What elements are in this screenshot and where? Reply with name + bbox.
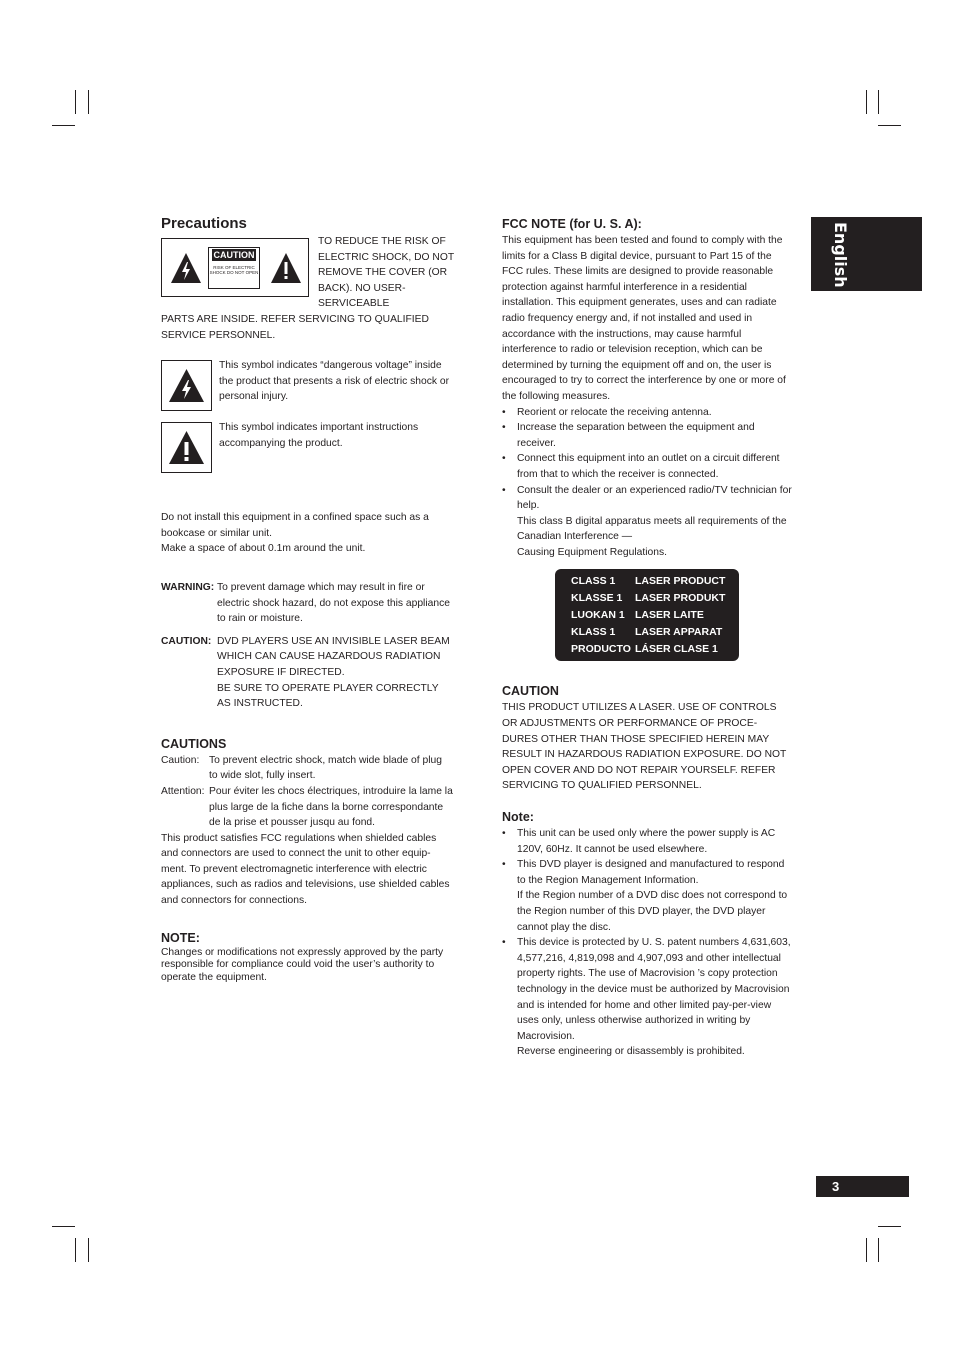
exclamation-triangle-icon bbox=[162, 423, 211, 472]
plug-caution-block bbox=[161, 753, 453, 784]
plug-attention-block bbox=[161, 784, 453, 831]
precautions-header bbox=[161, 214, 453, 310]
laser-caution-body: THIS PRODUCT UTILIZES A LASER. USE OF CONTROLS OR ADJUSTMENTS OR PERFORMANCE OF PROCE- DURES OTHER THAN THOSE SPECIFIED HEREIN MAY RESULT IN HAZARDOUS RADIATION EXPOSURE. DO NOT OPEN COVER AND DO NOT REPAIR YOURSELF. REFER SERVICING TO QUALIFIED PERSONNEL. bbox=[502, 702, 787, 792]
shock-warning-continued: PARTS ARE INSIDE. REFER SERVICING TO QUALIFIED SERVICE PERSONNEL. bbox=[161, 314, 429, 341]
lightning-triangle-icon bbox=[169, 251, 203, 285]
laser-row: PRODUCTO LÁSER CLASE 1 bbox=[571, 643, 718, 656]
symbol-instructions bbox=[161, 422, 453, 484]
lightning-triangle-icon bbox=[162, 361, 211, 410]
laser-row: CLASS 1 LASER PRODUCT bbox=[571, 575, 726, 588]
laser-caution-block bbox=[161, 634, 453, 712]
symbol-voltage bbox=[161, 360, 453, 422]
note-right-title: Note: bbox=[502, 810, 534, 825]
caution-label bbox=[208, 247, 260, 289]
laser-row: KLASSE 1 LASER PRODUKT bbox=[571, 592, 726, 605]
language-tab-label: English bbox=[831, 222, 850, 288]
laser-row: LUOKAN 1 LASER LAITE bbox=[571, 609, 704, 622]
laser-caution-text: DVD PLAYERS USE AN INVISIBLE LASER BEAM WHICH CAN CAUSE HAZARDOUS RADIATION EXPOSURE IF DIRECTED. bbox=[217, 635, 450, 678]
list-item: • This device is protected by U. S. patent numbers 4,631,603, 4,577,216, 4,819,098 and 4,907,093 and other intellectual property rights. The use of Macrovision ’s copy protection technology in the device must be authorized by Macrovision and is intended for home and other limited pay-per-view uses only, unless otherwise authorized in writing by Macrovision. Reverse engineering or disassembly is prohibited. bbox=[502, 935, 794, 1060]
fcc-measures-list bbox=[502, 405, 794, 514]
fcc-text: This equipment has been tested and found to comply with the limits for a Class B digital device, pursuant to Part 15 of the FCC rules. These limits are designed to provide reasonable protection against harmful interference in a residential installation. This equipment generates, uses and can radiate radio frequency energy and, if not installed and used in accordance with the instructions, may cause harmful interference to radio or television reception, which can be determined by turning the equipment off and on, the user is encouraged to try to correct the interference by one or more of the following measures. bbox=[502, 235, 786, 402]
note-text: Changes or modifications not expressly approved by the party responsible for compliance could void the user’s authority to operate the equipment. bbox=[161, 946, 444, 983]
fcc-title: FCC NOTE (for U. S. A): bbox=[502, 217, 642, 231]
list-item: • This unit can be used only where the power supply is AC 120V, 60Hz. It cannot be used elsewhere. bbox=[502, 826, 794, 857]
laser-row: KLASS 1 LASER APPARAT bbox=[571, 626, 723, 639]
cautions-title: CAUTIONS bbox=[161, 736, 227, 751]
warning-text: To prevent damage which may result in fire or electric shock hazard, do not expose this appliance to rain or moisture. bbox=[217, 581, 450, 625]
install-text: Do not install this equipment in a confined space such as a bookcase or similar unit. bbox=[161, 512, 429, 539]
symbol-instructions-text: This symbol indicates important instructions accompanying the product. bbox=[219, 422, 419, 449]
language-tab bbox=[811, 217, 922, 291]
plug-attention-label: Attention: bbox=[161, 785, 205, 797]
laser-caution-title: CAUTION bbox=[502, 684, 559, 699]
canada-compliance-text-2: Causing Equipment Regulations. bbox=[517, 546, 667, 558]
plug-caution-text: To prevent electric shock, match wide blade of plug to wide slot, fully insert. bbox=[209, 754, 442, 782]
exclamation-triangle-icon bbox=[269, 251, 303, 285]
symbol-voltage-text: This symbol indicates “dangerous voltage” inside the product that presents a risk of electric shock or personal injury. bbox=[219, 360, 450, 403]
list-item: • Connect this equipment into an outlet on a circuit different from that to which the receiver is connected. bbox=[502, 451, 794, 482]
caution-label-graphic bbox=[161, 238, 309, 297]
laser-class-label bbox=[555, 569, 739, 661]
plug-attention-text: Pour éviter les chocs électriques, introduire la lame la plus large de la fiche dans la borne correspondante de la prise et pousser jusqu au fond. bbox=[209, 785, 453, 829]
list-item: • Reorient or relocate the receiving antenna. bbox=[502, 405, 794, 421]
laser-caution-label: CAUTION: bbox=[161, 635, 212, 647]
page-number-bar bbox=[816, 1176, 909, 1197]
caution-label-small-text: RISK OF ELECTRIC SHOCK DO NOT OPEN bbox=[209, 265, 259, 275]
warning-label: WARNING: bbox=[161, 581, 215, 593]
left-column bbox=[161, 214, 453, 984]
list-item: • This DVD player is designed and manufactured to respond to the Region Management Information. If the Region number of a DVD disc does not correspond to the Region number of this DVD player, the DVD player cannot play the disc. bbox=[502, 857, 794, 935]
page-number: 3 bbox=[832, 1179, 840, 1194]
list-item: • Consult the dealer or an experienced radio/TV technician for help. bbox=[502, 483, 794, 514]
precautions-title: Precautions bbox=[161, 215, 247, 232]
laser-caution-text-2: BE SURE TO OPERATE PLAYER CORRECTLY AS INSTRUCTED. bbox=[217, 682, 439, 710]
caution-label-text: CAUTION bbox=[213, 250, 255, 260]
canada-compliance-text: This class B digital apparatus meets all requirements of the Canadian Interference — bbox=[517, 515, 787, 543]
warning-block bbox=[161, 580, 453, 627]
install-space-text: Make a space of about 0.1m around the unit. bbox=[161, 543, 366, 555]
shock-warning-text: TO REDUCE THE RISK OF ELECTRIC SHOCK, DO NOT REMOVE THE COVER (OR BACK). NO USER-SERVICEABLE bbox=[318, 236, 454, 310]
note-list bbox=[502, 826, 794, 1060]
fcc-cable-text: This product satisfies FCC regulations when shielded cables and connectors are used to connect the unit to other equip- ment. To prevent electromagnetic interference with electric appliances, such as radios and televisions, use shielded cables and connectors for connections. bbox=[161, 832, 450, 907]
list-item: • Increase the separation between the equipment and receiver. bbox=[502, 420, 794, 451]
note-title: NOTE: bbox=[161, 930, 200, 945]
plug-caution-label: Caution: bbox=[161, 754, 200, 766]
right-column bbox=[502, 214, 794, 1060]
